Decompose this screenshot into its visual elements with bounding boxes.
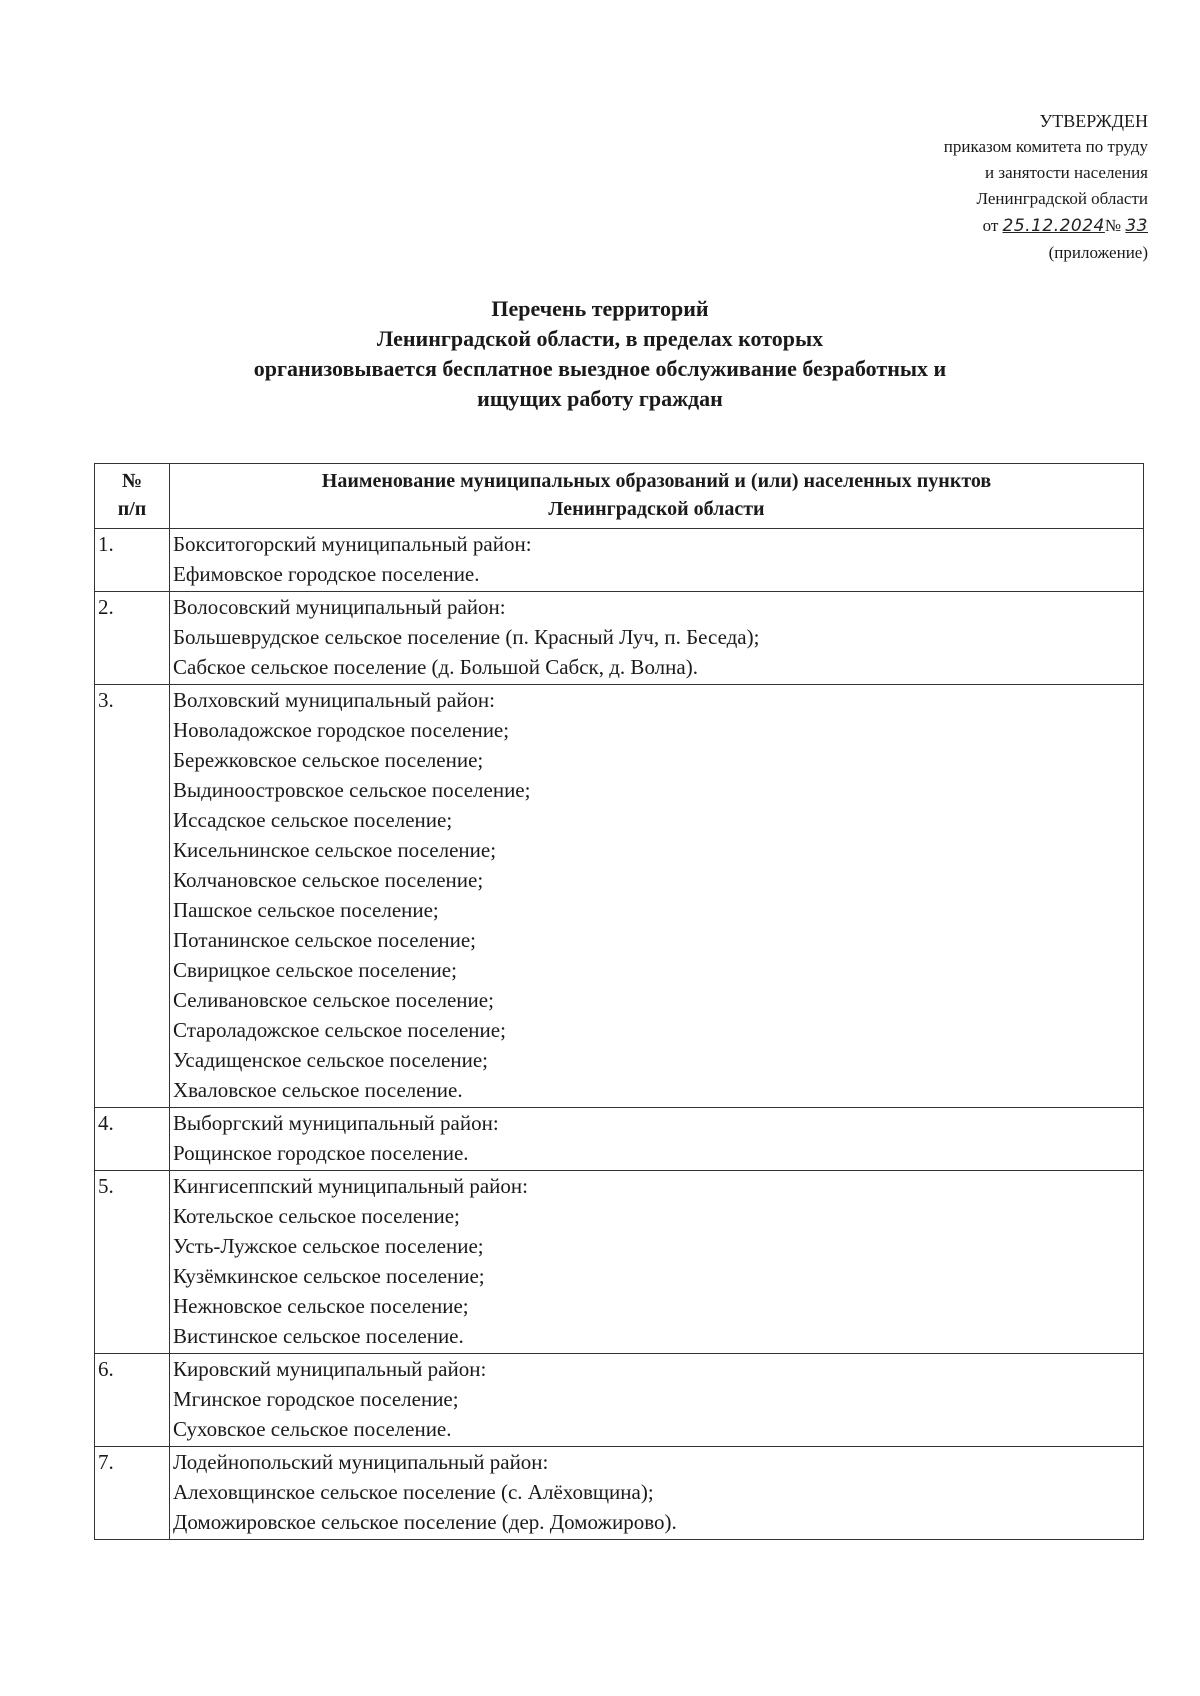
approval-line-1: приказом комитета по труду xyxy=(943,137,1148,156)
row-number: 4. xyxy=(95,1108,170,1171)
row-text-cell xyxy=(170,592,1144,685)
row-text: Выборгский муниципальный район: Рощинское городское поселение. xyxy=(173,1111,499,1165)
table-row xyxy=(95,529,1144,592)
row-text-cell xyxy=(170,1171,1144,1354)
row-text-cell xyxy=(170,685,1144,1108)
table-row xyxy=(95,1171,1144,1354)
table-row xyxy=(95,1354,1144,1447)
row-text: Бокситогорский муниципальный район: Ефимовское городское поселение. xyxy=(173,532,532,586)
table-row xyxy=(95,685,1144,1108)
row-number: 3. xyxy=(95,685,170,1108)
row-text: Волосовский муниципальный район: Большеврудское сельское поселение (п. Красный Луч, п. Беседа); Сабское сельское поселение (д. Большой Сабск, д. Волна). xyxy=(173,595,760,679)
row-text-cell xyxy=(170,529,1144,592)
approval-line-3: Ленинградской области xyxy=(976,189,1148,208)
handwritten-date: 25.12.2024 xyxy=(1002,216,1105,236)
handwritten-number: 33 xyxy=(1125,216,1148,236)
row-number: 1. xyxy=(95,529,170,592)
row-text-cell xyxy=(170,1447,1144,1540)
table-header-row xyxy=(95,464,1144,529)
row-number: 7. xyxy=(95,1447,170,1540)
table-row xyxy=(95,592,1144,685)
row-text: Волховский муниципальный район: Новоладожское городское поселение; Бережковское сельское поселение; Выдиноостровское сельское поселение; Иссадское сельское поселение; Кисельнинское сельское поселение; Колчановское сельское поселение; Пашское сельское поселение; Потанинское сельское поселение; Свирицкое сельское поселение; Селивановское сельское поселение; Староладожское сельское поселение; Усадищенское сельское поселение; Хваловское сельское поселение. xyxy=(173,688,531,1102)
row-number: 2. xyxy=(95,592,170,685)
approval-stamp xyxy=(944,108,1148,266)
row-text-cell xyxy=(170,1354,1144,1447)
header-number xyxy=(95,464,170,529)
table-row xyxy=(95,1447,1144,1540)
approval-note: (приложение) xyxy=(1048,243,1148,262)
header-name xyxy=(170,464,1144,529)
date-prefix: от xyxy=(982,216,999,235)
row-text: Кингисеппский муниципальный район: Котельское сельское поселение; Усть-Лужское сельское поселение; Кузёмкинское сельское поселение; Нежновское сельское поселение; Вистинское сельское поселение. xyxy=(173,1174,528,1348)
approval-heading: УТВЕРЖДЕН xyxy=(1039,111,1148,131)
row-text-cell xyxy=(170,1108,1144,1171)
header-name-text: Наименование муниципальных образований и (или) населенных пунктов Ленинградской области xyxy=(321,470,992,520)
document-title: Перечень территорий Ленинградской области, в пределах которых организовывается бесплатное выездное обслуживание безработных и ищущих работу граждан xyxy=(253,296,947,411)
row-number: 6. xyxy=(95,1354,170,1447)
row-text: Кировский муниципальный район: Мгинское городское поселение; Суховское сельское поселение. xyxy=(173,1357,487,1441)
row-number: 5. xyxy=(95,1171,170,1354)
table-row xyxy=(95,1108,1144,1171)
number-prefix: № xyxy=(1104,216,1122,235)
territories-table xyxy=(94,463,1144,1540)
approval-line-2: и занятости населения xyxy=(985,163,1148,182)
header-number-text: № п/п xyxy=(117,470,147,520)
row-text: Лодейнопольский муниципальный район: Алеховщинское сельское поселение (с. Алёховщина); Доможировское сельское поселение (дер. Доможирово). xyxy=(173,1450,677,1534)
approval-date-line xyxy=(944,212,1148,240)
